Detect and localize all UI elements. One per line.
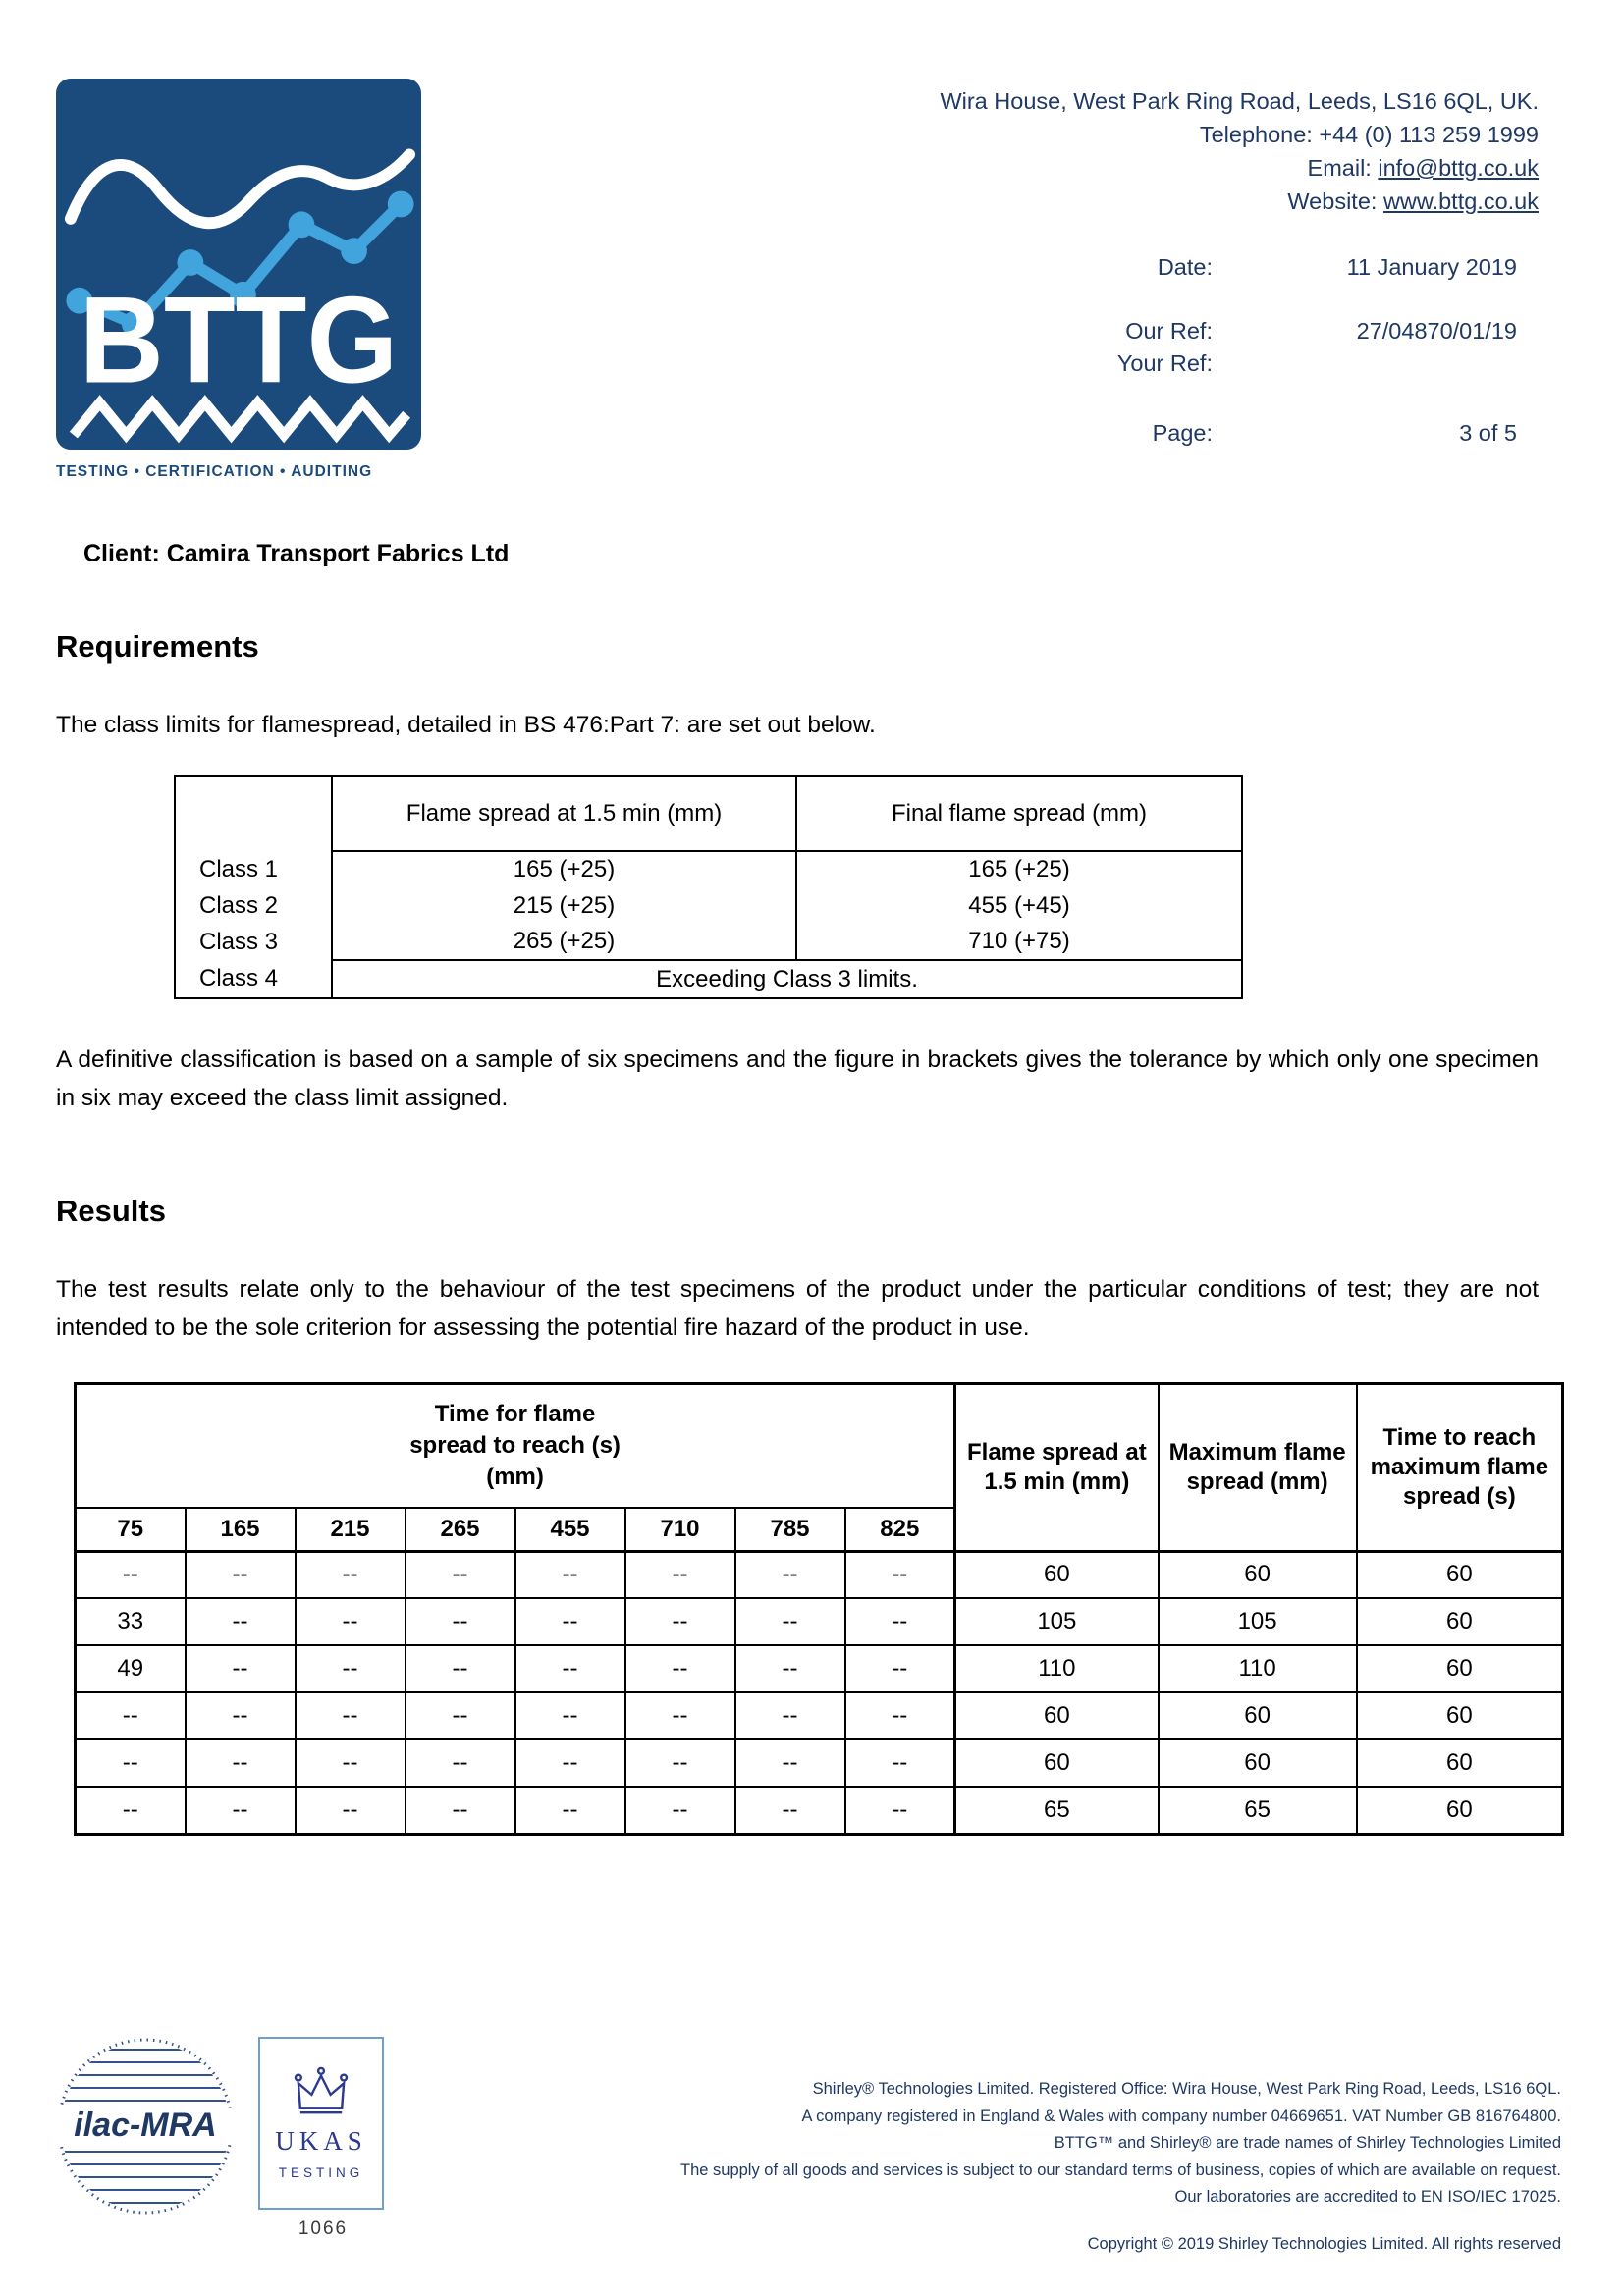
results-table-cell: 60 [1357,1551,1563,1598]
spread-distance-header: 710 [625,1508,735,1551]
results-table-cell: -- [406,1692,515,1739]
table-cell: 165 (+25) [332,851,796,887]
results-table-row [76,1598,1563,1645]
email-line [940,151,1539,185]
results-table-cell: 49 [76,1645,186,1692]
results-table-cell: -- [735,1598,845,1645]
results-table-row [76,1739,1563,1787]
results-table-cell: -- [845,1787,955,1834]
results-table-cell: 60 [955,1739,1159,1787]
results-table-cell: 33 [76,1598,186,1645]
column-header-final-spread: Final flame spread (mm) [796,776,1242,851]
footer-line: Shirley® Technologies Limited. Registered Office: Wira House, West Park Ring Road, Leeds, LS16 6QL. [812,2080,1561,2098]
ukas-label: UKAS [275,2126,367,2156]
spread-distance-header: 215 [296,1508,406,1551]
results-table-cell: -- [625,1692,735,1739]
results-table-cell: 110 [955,1645,1159,1692]
results-table-cell: -- [845,1645,955,1692]
spread-distance-header: 75 [76,1508,186,1551]
footer-line: BTTG™ and Shirley® are trade names of Shirley Technologies Limited [1054,2134,1561,2152]
results-table-cell: -- [625,1645,735,1692]
our-ref-value: 27/04870/01/19 [1356,318,1517,344]
results-table-cell: -- [296,1692,406,1739]
website-link[interactable]: www.bttg.co.uk [1382,188,1539,214]
results-table-cell: -- [296,1787,406,1834]
logo-wordmark: BTTG [79,272,399,409]
footer-line: The supply of all goods and services is subject to our standard terms of business, copies of which are available on request. [680,2161,1561,2179]
results-table-row [76,1645,1563,1692]
results-table-cell: -- [515,1692,625,1739]
results-table-cell: 60 [1357,1787,1563,1834]
results-table-cell: -- [625,1598,735,1645]
copyright-line: Copyright © 2019 Shirley Technologies Limited. All rights reserved [1087,2234,1561,2253]
spread-distance-header: 785 [735,1508,845,1551]
spread-distance-header: 825 [845,1508,955,1551]
results-table-cell: -- [186,1787,296,1834]
ukas-logo [258,2037,388,2240]
email-label: Email: [1307,155,1379,181]
results-table-cell: -- [186,1692,296,1739]
requirements-note: A definitive classification is based on a sample of six specimens and the figure in brackets gives the tolerance by which only one specimen in six may exceed the class limit assigned. [56,1046,1539,1111]
table-row [175,924,1242,960]
your-ref-row [940,347,1517,380]
ukas-accreditation-number: 1066 [298,2218,349,2239]
bttg-logo [56,79,434,481]
requirements-intro: The class limits for flamespread, detailed in BS 476:Part 7: are set out below. [56,712,876,738]
results-table-cell: -- [735,1645,845,1692]
results-table-cell: -- [845,1551,955,1598]
our-ref-label: Our Ref: [1125,318,1213,344]
results-table-row [76,1692,1563,1739]
page-label: Page: [1152,420,1213,446]
table-row [175,887,1242,924]
ilac-mra-label: ilac-MRA [74,2107,217,2144]
page-value: 3 of 5 [1459,420,1517,446]
results-table-cell: -- [296,1551,406,1598]
results-table-row [76,1551,1563,1598]
results-table-cell: -- [296,1645,406,1692]
footer-line: Our laboratories are accredited to EN ISO/IEC 17025. [1174,2188,1561,2206]
ilac-mra-logo [56,2037,235,2216]
results-table-cell: 60 [1357,1692,1563,1739]
results-table-cell: -- [515,1787,625,1834]
table-header-row [175,776,1242,851]
results-table-cell: 105 [1159,1598,1357,1645]
your-ref-label: Your Ref: [1116,350,1213,376]
results-table-cell: -- [76,1551,186,1598]
results-table [74,1382,1564,1836]
table-cell: 215 (+25) [332,887,796,924]
class-label: Class 4 [175,960,332,998]
table-cell: Exceeding Class 3 limits. [332,960,1242,998]
results-table-cell: -- [186,1551,296,1598]
accreditation-logos [56,2037,388,2240]
footer-legal-text [680,2037,1561,2258]
page-row [940,417,1517,450]
results-table-cell: 60 [1159,1692,1357,1739]
results-table-cell: -- [76,1787,186,1834]
results-table-head [76,1384,1563,1552]
results-table-cell: -- [186,1645,296,1692]
class-limits-table [174,775,1243,999]
meta-block [940,251,1539,450]
email-link[interactable]: info@bttg.co.uk [1378,155,1539,181]
results-table-cell: 60 [1357,1645,1563,1692]
results-table-cell: -- [186,1739,296,1787]
ukas-sub-label: TESTING [278,2165,364,2180]
results-table-cell: 60 [1159,1551,1357,1598]
results-header-row [76,1384,1563,1509]
results-table-cell: -- [296,1598,406,1645]
results-table-cell: -- [406,1598,515,1645]
results-table-cell: -- [406,1551,515,1598]
empty-header-cell [175,776,332,851]
results-table-cell: -- [625,1739,735,1787]
table-cell: 265 (+25) [332,924,796,960]
results-heading: Results [56,1194,166,1228]
footer-line: A company registered in England & Wales with company number 04669651. VAT Number GB 816764800. [801,2107,1561,2125]
table-row [175,851,1242,887]
table-cell: 710 (+75) [968,928,1070,954]
results-table-cell: -- [406,1739,515,1787]
results-table-cell: 60 [1159,1739,1357,1787]
results-table-row [76,1787,1563,1834]
spread-distance-header: 455 [515,1508,625,1551]
results-table-cell: 65 [955,1787,1159,1834]
your-ref-value [1213,347,1517,380]
our-ref-row [940,315,1517,347]
results-table-body [76,1551,1563,1834]
column-header-time-to-max: Time to reach maximum flame spread (s) [1357,1384,1563,1552]
results-table-cell: -- [406,1787,515,1834]
results-table-cell: 65 [1159,1787,1357,1834]
contact-block [940,79,1539,450]
website-line [940,185,1539,218]
date-value: 11 January 2019 [1346,254,1517,280]
table-cell: 165 (+25) [968,856,1070,882]
footer [56,2037,1561,2258]
table-cell: 455 (+45) [968,891,1070,919]
results-table-cell: -- [625,1551,735,1598]
results-table-cell: -- [845,1692,955,1739]
date-row [940,251,1517,284]
website-label: Website: [1287,188,1383,214]
logo-tagline: TESTING • CERTIFICATION • AUDITING [56,463,373,480]
client-line: Client: Camira Transport Fabrics Ltd [83,540,510,567]
class-label: Class 1 [175,851,332,887]
results-table-cell: -- [735,1739,845,1787]
bttg-logo-graphic [56,79,421,450]
column-header-max-flame-spread: Maximum flame spread (mm) [1159,1384,1357,1552]
results-table-cell: -- [735,1692,845,1739]
results-table-cell: 60 [1357,1739,1563,1787]
spread-distance-header: 165 [186,1508,296,1551]
results-intro: The test results relate only to the behaviour of the test specimens of the product under the particular conditions of test; they are not intended to be the sole criterion for assessing the potential fire hazard of the product in use. [56,1276,1539,1341]
results-table-cell: -- [186,1598,296,1645]
results-table-cell: -- [735,1551,845,1598]
results-table-cell: -- [515,1645,625,1692]
class-label: Class 3 [175,924,332,960]
spread-distance-header: 265 [406,1508,515,1551]
group-header-time-for-flame: Time for flame spread to reach (s) (mm) [76,1384,955,1509]
results-table-cell: -- [515,1598,625,1645]
results-table-cell: -- [406,1645,515,1692]
results-table-cell: -- [515,1551,625,1598]
crown-icon [291,2066,352,2117]
requirements-heading: Requirements [56,629,259,664]
results-table-cell: 60 [955,1692,1159,1739]
class-label: Class 2 [175,887,332,924]
header [56,79,1539,481]
results-table-cell: 60 [1357,1598,1563,1645]
results-table-cell: -- [515,1739,625,1787]
address-line: Wira House, West Park Ring Road, Leeds, LS16 6QL, UK. [940,88,1539,114]
date-label: Date: [1157,254,1213,280]
ukas-box [258,2037,384,2210]
column-header-flame-spread: Flame spread at 1.5 min (mm) [332,776,796,851]
results-table-cell: -- [845,1739,955,1787]
results-table-cell: -- [76,1692,186,1739]
column-header-flame-spread-15: Flame spread at 1.5 min (mm) [955,1384,1159,1552]
telephone-line: Telephone: +44 (0) 113 259 1999 [1199,122,1539,147]
table-row [175,960,1242,998]
results-table-cell: -- [76,1739,186,1787]
results-table-cell: -- [625,1787,735,1834]
results-table-cell: 105 [955,1598,1159,1645]
results-table-cell: -- [735,1787,845,1834]
results-table-cell: 110 [1159,1645,1357,1692]
results-table-cell: -- [845,1598,955,1645]
results-table-cell: 60 [955,1551,1159,1598]
results-table-cell: -- [296,1739,406,1787]
